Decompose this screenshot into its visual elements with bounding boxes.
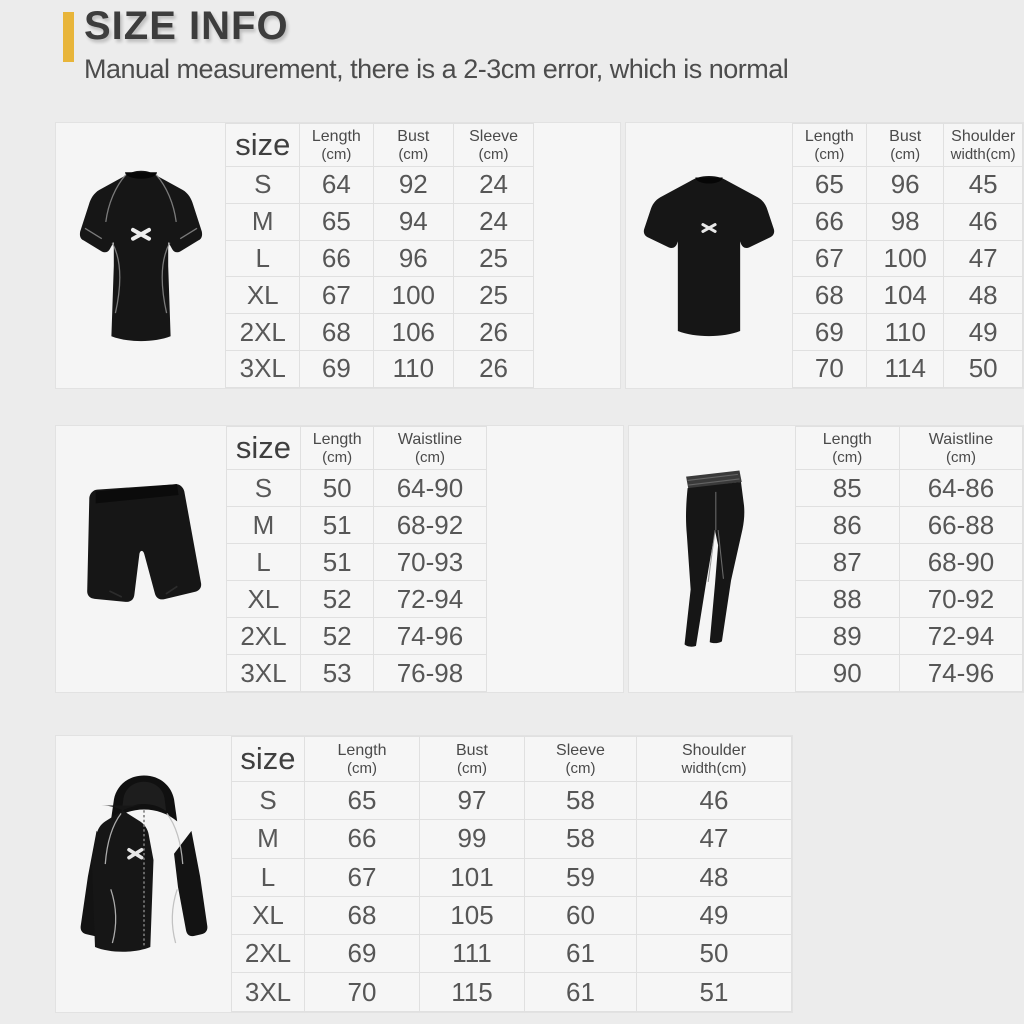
value-cell: 47 [637,820,792,858]
value-cell: 100 [373,277,454,314]
table-row [232,782,792,820]
value-cell: 64-90 [374,470,486,507]
size-cell: M [232,820,305,858]
size-cell: 3XL [226,350,300,387]
column-unit: (cm) [478,145,509,163]
column-unit: (cm) [945,448,976,466]
column-label: Length [822,430,872,448]
column-unit: (cm) [322,448,353,466]
value-cell: 66-88 [899,507,1022,544]
value-cell: 110 [373,350,454,387]
column-label: Bust [889,127,922,145]
size-column-header: size [226,124,300,167]
value-cell: 24 [454,203,534,240]
table-row [795,655,1022,692]
size-table-compression-shirt [225,123,620,388]
table-row [792,167,1022,204]
table-row [226,350,620,387]
column-label: Bust [397,127,430,145]
value-cell: 69 [792,314,866,351]
column-unit: (cm) [398,145,429,163]
value-cell: 88 [795,581,899,618]
column-unit: width(cm) [950,145,1016,163]
value-cell: 58 [525,820,637,858]
size-column-header: size [227,427,301,470]
value-cell: 50 [300,470,374,507]
value-cell: 90 [795,655,899,692]
table-row [226,277,620,314]
table-row [227,544,623,581]
size-cell: 2XL [232,935,305,973]
leggings-image [629,426,794,692]
table-row [232,896,792,934]
value-cell: 70-93 [374,544,486,581]
value-cell: 52 [300,618,374,655]
column-header [374,427,486,470]
value-cell: 24 [454,167,534,204]
table-row [232,935,792,973]
value-cell: 50 [637,935,792,973]
value-cell: 25 [454,240,534,277]
column-label: Length [311,127,361,145]
value-cell: 48 [637,858,792,896]
value-cell: 51 [300,544,374,581]
value-cell: 45 [944,167,1023,204]
value-cell: 74-96 [899,655,1022,692]
table-row [792,314,1022,351]
column-label: Shoulder [681,741,747,759]
value-cell: 49 [637,896,792,934]
value-cell: 66 [300,240,373,277]
value-cell: 110 [867,314,944,351]
size-table-tshirt [792,123,1023,388]
column-header [305,737,420,782]
column-header [454,124,534,167]
value-cell: 46 [637,782,792,820]
value-cell: 100 [867,240,944,277]
value-cell: 96 [867,167,944,204]
value-cell: 51 [300,507,374,544]
value-cell: 25 [454,277,534,314]
value-cell: 68-90 [899,544,1022,581]
table-row [792,240,1022,277]
value-cell: 26 [454,350,534,387]
value-cell: 61 [525,935,637,973]
value-cell: 46 [944,203,1023,240]
column-header [944,124,1023,167]
size-cell: S [232,782,305,820]
size-cell: 2XL [226,314,300,351]
value-cell: 58 [525,782,637,820]
value-cell: 69 [305,935,420,973]
value-cell: 66 [792,203,866,240]
header-row [792,124,1022,167]
size-cell: L [226,240,300,277]
value-cell: 67 [792,240,866,277]
value-cell: 70 [305,973,420,1011]
column-header [373,124,454,167]
product-block-tshirt [625,122,1024,389]
column-header [637,737,792,782]
column-label: Length [312,430,362,448]
value-cell: 86 [795,507,899,544]
column-label: Length [804,127,854,145]
size-column-header: size [232,737,305,782]
size-table-leggings [795,426,1023,692]
table-row [232,820,792,858]
column-header [525,737,637,782]
value-cell: 70 [792,350,866,387]
column-header [300,124,373,167]
value-cell: 99 [420,820,525,858]
table-row [226,314,620,351]
value-cell: 26 [454,314,534,351]
value-cell: 101 [420,858,525,896]
compression-shirt-image [56,123,225,388]
value-cell: 96 [373,240,454,277]
table-row [227,581,623,618]
value-cell: 69 [300,350,373,387]
value-cell: 47 [944,240,1023,277]
column-label: Bust [455,741,488,759]
header-row [226,124,620,167]
page-title: SIZE INFO [84,4,289,48]
table-row [795,581,1022,618]
value-cell: 68 [792,277,866,314]
column-header [899,427,1022,470]
value-cell: 50 [944,350,1023,387]
value-cell: 114 [867,350,944,387]
value-cell: 53 [300,655,374,692]
value-cell: 52 [300,581,374,618]
size-section-2 [55,425,1024,693]
value-cell: 66 [305,820,420,858]
value-cell: 89 [795,618,899,655]
value-cell: 106 [373,314,454,351]
size-table-hoodie [231,736,792,1012]
value-cell: 49 [944,314,1023,351]
column-label: Sleeve [556,741,605,759]
column-unit: (cm) [565,759,596,777]
value-cell: 94 [373,203,454,240]
hoodie-image [56,736,231,1012]
table-row [792,277,1022,314]
value-cell: 85 [795,470,899,507]
table-row [226,240,620,277]
header-row [232,737,792,782]
size-cell: M [226,203,300,240]
table-row [795,470,1022,507]
column-header [795,427,899,470]
size-section-3 [55,735,793,1013]
value-cell: 59 [525,858,637,896]
value-cell: 111 [420,935,525,973]
value-cell: 65 [305,782,420,820]
column-header [420,737,525,782]
column-label: Sleeve [469,127,519,145]
column-unit: width(cm) [681,759,747,777]
value-cell: 105 [420,896,525,934]
column-header [867,124,944,167]
size-cell: XL [226,277,300,314]
column-label: Length [337,741,387,759]
value-cell: 70-92 [899,581,1022,618]
value-cell: 97 [420,782,525,820]
table-row [226,167,620,204]
column-unit: (cm) [347,759,377,777]
size-cell: S [226,167,300,204]
column-label: Shoulder [951,127,1016,145]
value-cell: 64-86 [899,470,1022,507]
size-cell: L [232,858,305,896]
column-label: Waistline [397,430,463,448]
product-block-shorts [55,425,624,693]
table-row [227,655,623,692]
value-cell: 61 [525,973,637,1011]
accent-bar [63,12,74,62]
size-section-1 [55,122,1024,389]
value-cell: 74-96 [374,618,486,655]
value-cell: 115 [420,973,525,1011]
column-unit: (cm) [890,145,921,163]
value-cell: 48 [944,277,1023,314]
column-label: Waistline [928,430,994,448]
table-row [795,618,1022,655]
value-cell: 76-98 [374,655,486,692]
value-cell: 67 [300,277,373,314]
product-block-leggings [628,425,1024,693]
column-unit: (cm) [414,448,445,466]
column-header [300,427,374,470]
size-cell: L [227,544,301,581]
table-row [227,618,623,655]
value-cell: 68 [300,314,373,351]
table-row [227,470,623,507]
value-cell: 68-92 [374,507,486,544]
table-row [226,203,620,240]
value-cell: 68 [305,896,420,934]
value-cell: 72-94 [374,581,486,618]
value-cell: 67 [305,858,420,896]
value-cell: 64 [300,167,373,204]
table-row [792,203,1022,240]
table-row [232,858,792,896]
size-cell: 3XL [232,973,305,1011]
value-cell: 65 [300,203,373,240]
size-cell: XL [227,581,301,618]
product-block-compression-shirt [55,122,621,389]
product-block-hoodie [55,735,793,1013]
column-unit: (cm) [457,759,487,777]
size-cell: XL [232,896,305,934]
size-table-shorts [226,426,623,692]
value-cell: 60 [525,896,637,934]
table-row [232,973,792,1011]
header-row [227,427,623,470]
value-cell: 104 [867,277,944,314]
table-row [795,544,1022,581]
column-unit: (cm) [814,145,845,163]
value-cell: 98 [867,203,944,240]
tshirt-image [626,123,791,388]
table-row [795,507,1022,544]
table-row [227,507,623,544]
value-cell: 51 [637,973,792,1011]
header-row [795,427,1022,470]
page-subtitle: Manual measurement, there is a 2-3cm error, which is normal [84,54,789,84]
column-unit: (cm) [832,448,863,466]
size-cell: S [227,470,301,507]
column-unit: (cm) [321,145,352,163]
value-cell: 87 [795,544,899,581]
shorts-image [56,426,226,692]
value-cell: 72-94 [899,618,1022,655]
size-cell: M [227,507,301,544]
value-cell: 92 [373,167,454,204]
table-row [792,350,1022,387]
column-header [792,124,866,167]
size-cell: 2XL [227,618,301,655]
value-cell: 65 [792,167,866,204]
size-cell: 3XL [227,655,301,692]
